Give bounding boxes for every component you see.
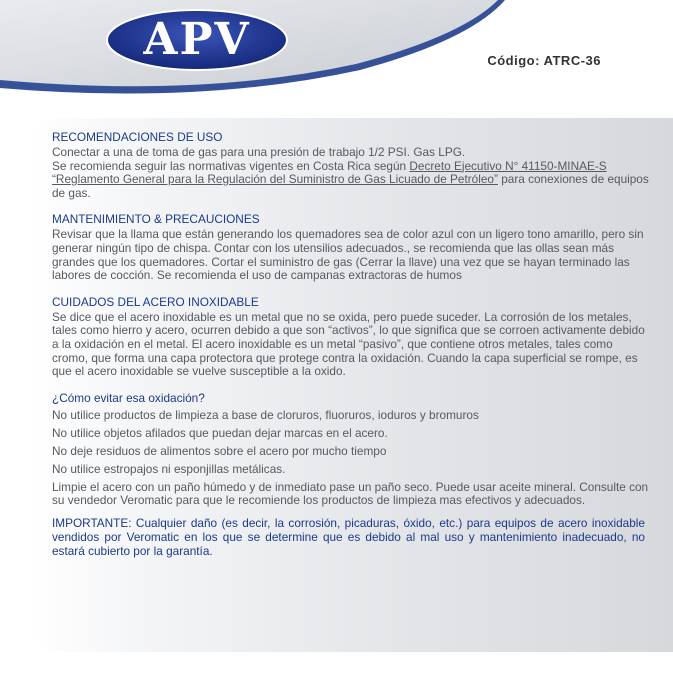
- list-item: No deje residuos de alimentos sobre el acero por mucho tiempo: [52, 443, 387, 458]
- section-evitar: [52, 391, 651, 508]
- paragraph-text: Se recomienda seguir las normativas vigentes en Costa Rica según: [52, 158, 410, 173]
- paragraph: Conectar a una de toma de gas para una presión de trabajo 1/2 PSI. Gas LPG.: [52, 145, 466, 159]
- section-heading: RECOMENDACIONES DE USO: [52, 130, 223, 144]
- paragraph: Limpie el acero con un paño húmedo y de inmediato pase un paño seco. Puede usar aceite mineral. Consulte con su vendedor Veromatic para que le recomiende los productos de limpieza mas efectivos y adecuados.: [52, 479, 649, 508]
- section-acero: [52, 295, 651, 379]
- paragraph: Se dice que el acero inoxidable es un metal que no se oxida, pero puede suceder. La corrosión de los metales, tales como hierro y acero, ocurren debido a que son “activos”, lo que significa que se corroen activamente debido a la oxidación en el metal. El acero inoxidable es un metal “pasivo”, que contiene otros metales, tales como cromo, que forma una capa protectora que protege contra la oxidación. Cuando la capa superficial se rompe, es que el acero inoxidable se vuelve susceptible a la oxido.: [52, 309, 645, 379]
- decree-link[interactable]: Decreto Ejecutivo N° 41150-MINAE-S “Reglamento General para la Regulación del Suministro de Gas Licuado de Petróleo”: [52, 158, 607, 187]
- section-mantenimiento: [52, 212, 651, 282]
- page-header: [0, 0, 673, 100]
- paragraph-text: para conexiones de equipos de gas.: [52, 172, 649, 200]
- section-heading: CUIDADOS DEL ACERO INOXIDABLE: [52, 294, 259, 309]
- important-notice: IMPORTANTE: Cualquier daño (es decir, la corrosión, picaduras, óxido, etc.) para equipos de acero inoxidable vendidos por Veromatic en los que se determine que es debido al mal uso y mantenimiento inadecuado, no estará cubierto por la garantía.: [52, 515, 645, 558]
- list-item: No utilice objetos afilados que puedan dejar marcas en el acero.: [52, 425, 388, 440]
- list-item: No utilice productos de limpieza a base de cloruros, fluoruros, ioduros y bromuros: [52, 407, 479, 422]
- section-heading: MANTENIMIENTO & PRECAUCIONES: [52, 212, 260, 227]
- paragraph: Revisar que la llama que están generando los quemadores sea de color azul con un ligero tono amarillo, pero sin generar ningún tipo de chispa. Contar con los utensilios adecuados., se recomienda que las ollas sean más grandes que los quemadores. Cortar el suministro de gas (Cerrar la llave) una vez que se hayan terminado las labores de cocción. Se recomienda el uso de campanas extractoras de humos: [52, 227, 644, 283]
- apv-logo: APV: [143, 14, 251, 65]
- section-heading: ¿Cómo evitar esa oxidación?: [52, 390, 205, 405]
- list-item: No utilice estropajos ni esponjillas metálicas.: [52, 461, 286, 476]
- product-code: Código: ATRC-36: [487, 53, 601, 68]
- paragraph: [52, 160, 651, 201]
- header-swoosh-graphic: [0, 0, 673, 100]
- section-recomendaciones: [52, 130, 651, 200]
- content-panel: [28, 118, 673, 652]
